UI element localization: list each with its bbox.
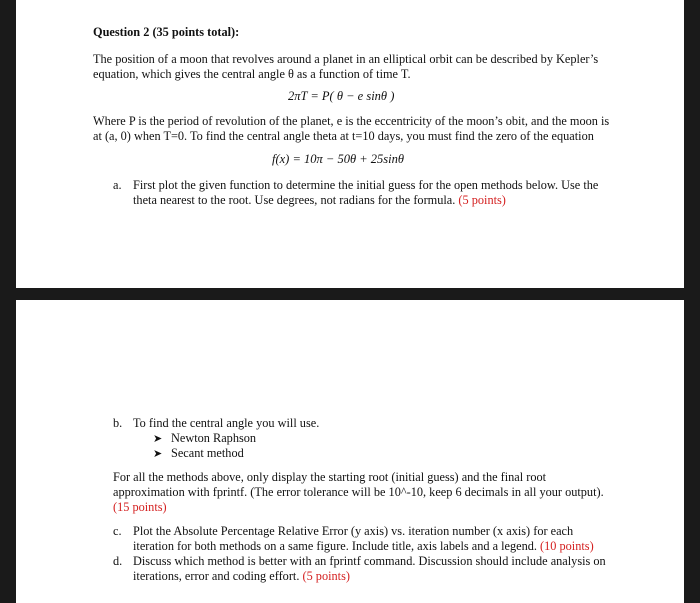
item-b-marker: b. <box>113 416 123 430</box>
arrowhead-bullet-icon: ➤ <box>153 433 163 445</box>
item-a-line-1: First plot the given function to determine the initial guess for the open methods below. Use the <box>133 178 599 192</box>
item-c-marker: c. <box>113 524 122 538</box>
para-points: (15 points) <box>113 500 167 514</box>
item-d-text: iterations, error and coding effort. <box>133 569 300 583</box>
intro-line-2: equation, which gives the central angle θ as a function of time T. <box>93 67 411 81</box>
function-equation: f(x) = 10π − 50θ + 25sinθ <box>272 152 405 166</box>
bullet-secant-method: Secant method <box>171 446 244 460</box>
item-d-line-1: Discuss which method is better with an fprintf command. Discussion should include analysis on <box>133 554 606 568</box>
para2-line-1: Where P is the period of revolution of the planet, e is the eccentricity of the moon’s obit, and the moon is <box>93 114 610 128</box>
arrowhead-bullet-icon: ➤ <box>153 448 163 460</box>
bullet-newton-raphson: Newton Raphson <box>171 431 257 445</box>
intro-line-1: The position of a moon that revolves around a planet in an elliptical orbit can be described by Kepler’s <box>93 52 599 66</box>
item-d-line-2 <box>133 569 350 584</box>
item-a-text: theta nearest to the root. Use degrees, not radians for the formula. <box>133 193 456 207</box>
kepler-equation: 2πT = P( θ − e sinθ ) <box>288 89 395 103</box>
para2-line-2: at (a, 0) when T=0. To find the central angle theta at t=10 days, you must find the zero of the equation <box>93 129 594 143</box>
item-a-line-2 <box>133 193 506 208</box>
item-c-text: iteration for both methods on a same figure. Include title, axis labels and a legend. <box>133 539 537 553</box>
item-a-marker: a. <box>113 178 122 192</box>
para-line-1: For all the methods above, only display the starting root (initial guess) and the final root <box>113 470 547 484</box>
item-c-line-2 <box>133 539 594 554</box>
question-title: Question 2 (35 points total): <box>93 25 240 39</box>
item-a-points: (5 points) <box>458 193 506 207</box>
para-line-2: approximation with fprintf. (The error tolerance will be 10^-10, keep 6 decimals in all your output). <box>113 485 604 499</box>
document-page-2 <box>16 300 684 603</box>
item-d-marker: d. <box>113 554 123 568</box>
item-c-points: (10 points) <box>540 539 594 553</box>
document-page-1 <box>16 0 684 288</box>
item-b-text: To find the central angle you will use. <box>133 416 320 430</box>
item-c-line-1: Plot the Absolute Percentage Relative Error (y axis) vs. iteration number (x axis) for each <box>133 524 574 538</box>
item-d-points: (5 points) <box>302 569 350 583</box>
